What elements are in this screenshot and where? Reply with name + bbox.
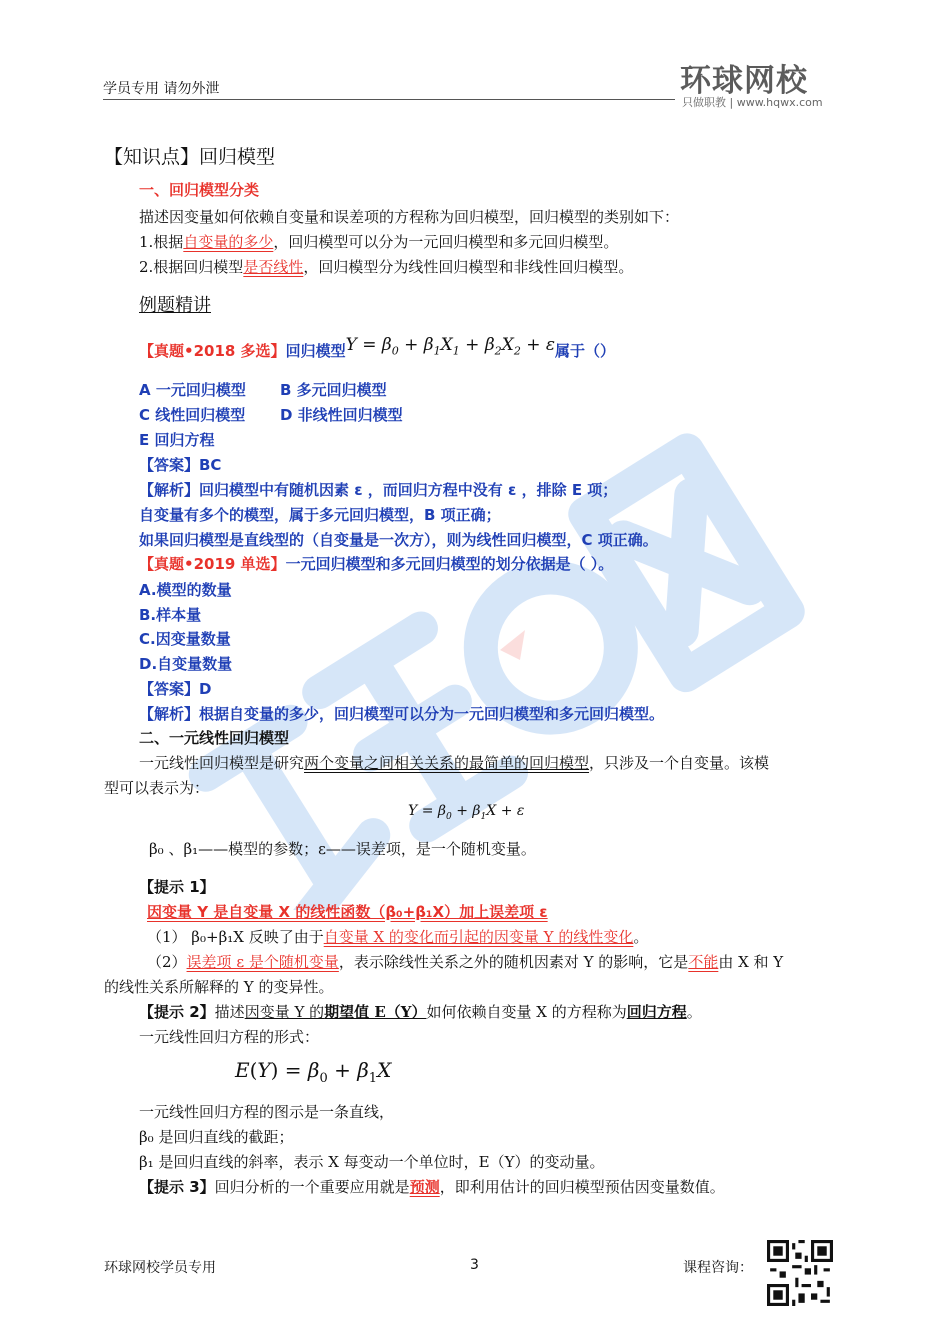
section2-para-line2: 型可以表示为：	[104, 779, 210, 797]
highlight-linearity: 是否线性	[243, 258, 304, 276]
tip3: 【提示 3】回归分析的一个重要应用就是预测，即利用估计的回归模型预估因变量数值。	[139, 1178, 725, 1196]
q1-option-a: A 一元回归模型	[139, 381, 246, 399]
q2-option-d: D.自变量数量	[139, 655, 233, 673]
section2-heading: 二、一元线性回归模型	[139, 729, 290, 747]
regression-formula: $E(Y) = \beta_0 + \beta_1X$	[235, 1058, 392, 1086]
footer-left: 环球网校学员专用	[104, 1260, 216, 1276]
model-formula: $Y = \beta_0 + \beta_1X + \varepsilon$	[408, 803, 525, 822]
section1-item2: 2.根据回归模型是否线性，回归模型分为线性回归模型和非线性回归模型。	[139, 258, 634, 276]
q2-option-b: B.样本量	[139, 606, 202, 624]
header-notice: 学员专用 请勿外泄	[103, 81, 220, 97]
tip2: 【提示 2】描述因变量 Y 的期望值 E（Y）如何依赖自变量 X 的方程称为回归方程。	[139, 1003, 702, 1021]
tip1-point2-cont: 的线性关系所解释的 Y 的变异性。	[104, 978, 334, 996]
slope-desc: β₁ 是回归直线的斜率，表示 X 每变动一个单位时，E（Y）的变动量。	[139, 1153, 605, 1171]
section1-item1: 1.根据自变量的多少，回归模型可以分为一元回归模型和多元回归模型。	[139, 233, 619, 251]
section1-intro: 描述因变量如何依赖自变量和误差项的方程称为回归模型，回归模型的类别如下：	[139, 208, 680, 226]
page-title: 【知识点】回归模型	[104, 146, 276, 168]
tip1-label: 【提示 1】	[139, 878, 215, 896]
q1-option-d: D 非线性回归模型	[280, 406, 403, 424]
page-number: 3	[470, 1257, 479, 1273]
q1-option-b: B 多元回归模型	[280, 381, 387, 399]
section2-para-line1: 一元线性回归模型是研究两个变量之间相关关系的最简单的回归模型，只涉及一个自变量。该模	[139, 754, 770, 772]
q2-option-a: A.模型的数量	[139, 581, 232, 599]
examples-heading: 例题精讲	[139, 295, 211, 316]
brand-logo: 环球网校	[680, 63, 808, 99]
tip1-main: 因变量 Y 是自变量 X 的线性函数（β₀+β₁X）加上误差项 ε	[147, 903, 548, 921]
q2-option-c: C.因变量数量	[139, 630, 231, 648]
q2-analysis: 【解析】根据自变量的多少，回归模型可以分为一元回归模型和多元回归模型。	[139, 705, 665, 723]
q2-stem: 【真题•2019 单选】一元回归模型和多元回归模型的划分依据是（ ）。	[139, 555, 614, 573]
q1-stem: 【真题•2018 多选】回归模型$Y = \beta_0 + \beta_1X_1 + \beta_2X_2 + \varepsilon$属于（）	[139, 335, 616, 360]
footer-consult: 课程咨询：	[683, 1260, 753, 1276]
intercept-desc: β₀ 是回归直线的截距；	[139, 1128, 294, 1146]
brand-logo-subtitle: 只做职教 | www.hqwx.com	[682, 96, 823, 109]
header-divider	[103, 99, 675, 100]
model-params: β₀ 、β₁——模型的参数；ε——误差项，是一个随机变量。	[149, 840, 536, 858]
q1-option-c: C 线性回归模型	[139, 406, 246, 424]
q1-answer: 【答案】BC	[139, 456, 222, 474]
q2-answer: 【答案】D	[139, 680, 212, 698]
tip1-point2: （2）误差项 ε 是个随机变量，表示除线性关系之外的随机因素对 Y 的影响，它是不能由 X 和 Y	[147, 953, 784, 971]
line-desc: 一元线性回归方程的图示是一条直线，	[139, 1103, 395, 1121]
tip1-point1: （1） β₀+β₁X 反映了由于自变量 X 的变化而引起的因变量 Y 的线性变化。	[147, 928, 649, 946]
reg-form-label: 一元线性回归方程的形式：	[139, 1028, 320, 1046]
q1-analysis-1: 【解析】回归模型中有随机因素 ε ，而回归方程中没有 ε ，排除 E 项；	[139, 481, 618, 499]
highlight-independent-count: 自变量的多少	[183, 233, 274, 251]
qr-code-icon	[767, 1240, 833, 1306]
section1-heading: 一、回归模型分类	[139, 181, 260, 199]
q1-analysis-3: 如果回归模型是直线型的（自变量是一次方），则为线性回归模型，C 项正确。	[139, 531, 658, 549]
q1-analysis-2: 自变量有多个的模型，属于多元回归模型，B 项正确；	[139, 506, 501, 524]
q1-option-e: E 回归方程	[139, 431, 215, 449]
